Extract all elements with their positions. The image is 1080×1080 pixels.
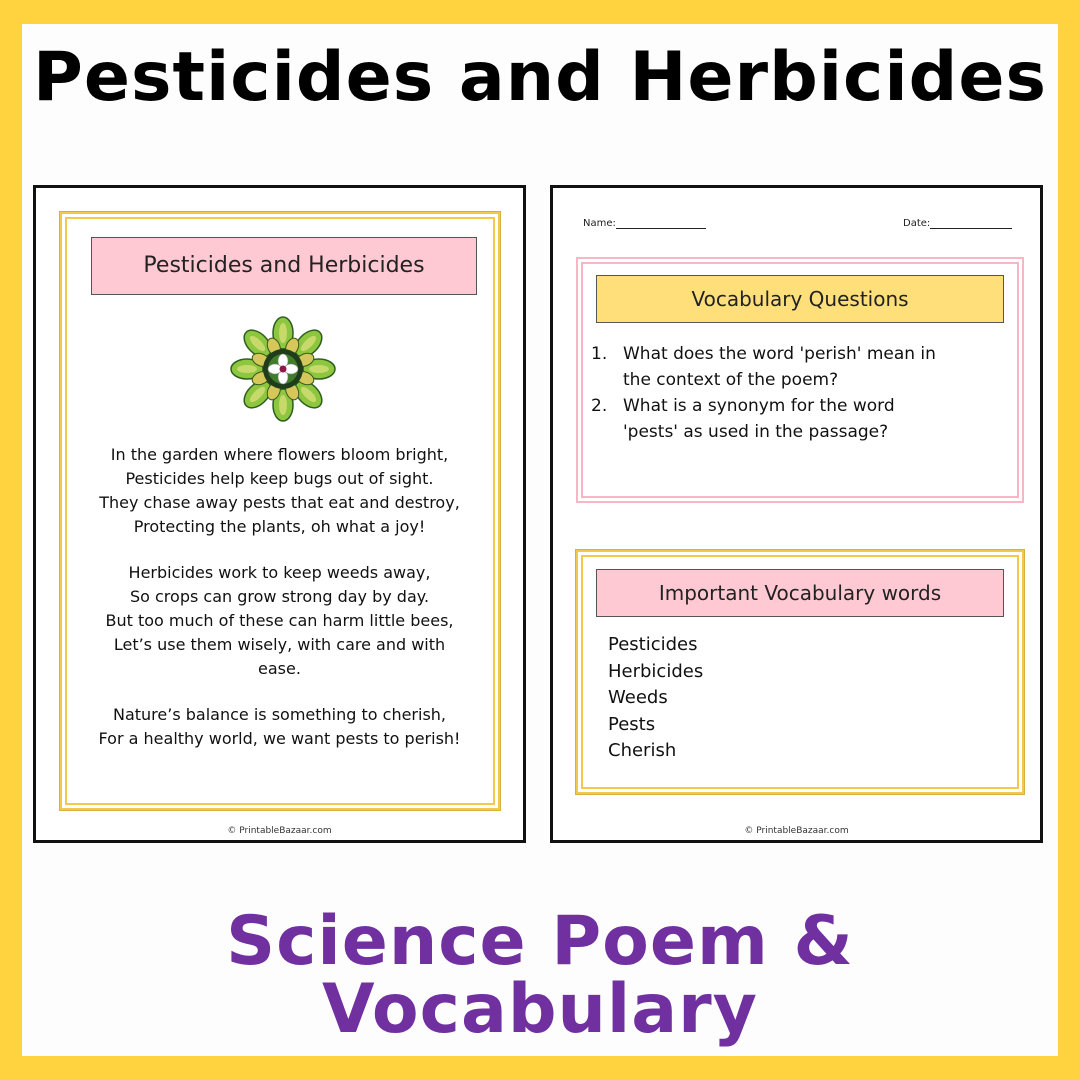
poem-text xyxy=(96,443,463,773)
poem-line: Pesticides help keep bugs out of sight. xyxy=(125,469,434,488)
poem-page-preview xyxy=(33,185,526,843)
poem-line: They chase away pests that eat and destroy, xyxy=(99,493,460,512)
name-line xyxy=(616,218,706,229)
question-line: 'pests' as used in the passage? xyxy=(623,422,889,442)
question-number: 2. xyxy=(591,396,608,416)
vocab-word: Herbicides xyxy=(608,660,704,682)
subtitle: Science Poem & Vocabulary xyxy=(226,902,854,1049)
vocab-heading: Important Vocabulary words xyxy=(596,569,1004,617)
poem-line: Nature’s balance is something to cherish, xyxy=(112,705,447,724)
poem-line: In the garden where flowers bloom bright, xyxy=(110,445,449,464)
date-line xyxy=(930,218,1012,229)
worksheet-page-preview xyxy=(550,185,1043,843)
vocab-word: Pests xyxy=(608,713,656,735)
question-line: What is a synonym for the word xyxy=(623,396,895,416)
poem-heading: Pesticides and Herbicides xyxy=(91,237,477,295)
main-title: Pesticides and Herbicides xyxy=(33,38,1047,117)
poem-line: So crops can grow strong day by day. xyxy=(129,587,430,606)
question-line: What does the word 'perish' mean in xyxy=(623,344,936,364)
question-number: 1. xyxy=(591,344,608,364)
questions-heading: Vocabulary Questions xyxy=(596,275,1004,323)
poem-line: For a healthy world, we want pests to perish! xyxy=(98,729,461,748)
vocab-word: Pesticides xyxy=(608,634,698,655)
vocab-list xyxy=(608,632,703,765)
name-field xyxy=(583,218,706,229)
date-label: Date: xyxy=(903,218,931,229)
vocab-word: Weeds xyxy=(608,687,668,708)
poem-line: Herbicides work to keep weeds away, xyxy=(128,563,431,582)
vocab-word: Cherish xyxy=(608,740,677,761)
poem-stanza xyxy=(96,703,463,751)
question-line: the context of the poem? xyxy=(623,370,839,390)
poem-line: But too much of these can harm little bees, xyxy=(105,611,454,630)
question-item xyxy=(591,393,991,445)
question-text xyxy=(623,393,895,445)
page-footer: © PrintableBazaar.com xyxy=(744,826,849,836)
page-footer: © PrintableBazaar.com xyxy=(227,826,332,836)
poem-line: Let’s use them wisely, with care and with xyxy=(113,635,446,654)
name-label: Name: xyxy=(583,218,616,229)
date-field xyxy=(903,218,1012,229)
questions-list xyxy=(591,341,991,445)
poem-line: Protecting the plants, oh what a joy! xyxy=(133,517,426,536)
poem-stanza xyxy=(96,561,463,681)
question-item xyxy=(591,341,991,393)
poem-stanza xyxy=(96,443,463,539)
poem-line: ease. xyxy=(258,659,301,678)
question-text xyxy=(623,341,936,393)
flower-mandala-icon xyxy=(228,314,338,424)
